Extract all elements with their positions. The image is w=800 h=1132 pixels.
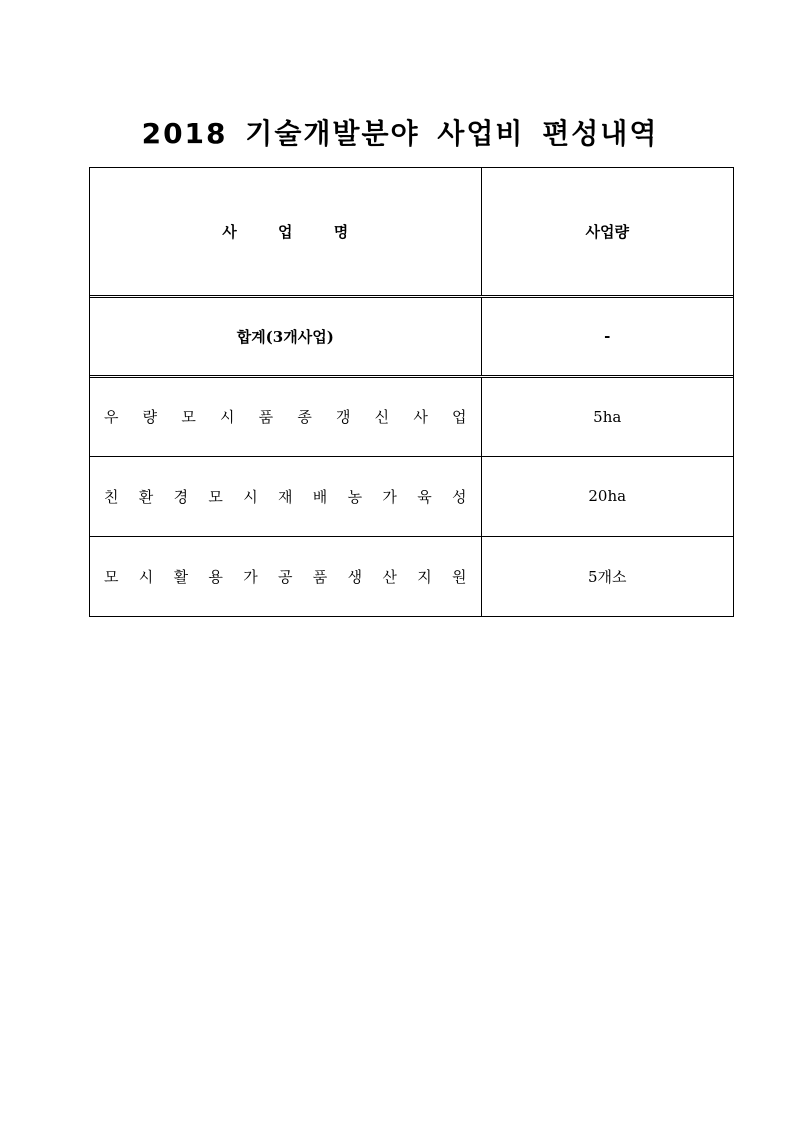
total-name-cell: 합계(3개사업)	[90, 296, 481, 376]
row-project-amount: 5개소	[481, 536, 733, 616]
row-project-amount: 5ha	[481, 376, 733, 456]
table-header-row	[90, 168, 733, 296]
row-project-name: 모 시 활 용 가 공 품 생 산 지 원	[90, 536, 481, 616]
header-project-name: 사 업 명	[90, 168, 481, 296]
document-title: 2018 기술개발분야 사업비 편성내역	[141, 117, 659, 150]
table-row	[90, 376, 733, 456]
budget-table-container	[89, 167, 734, 617]
table-row	[90, 456, 733, 536]
row-project-amount: 20ha	[481, 456, 733, 536]
budget-table	[90, 168, 733, 616]
table-total-row	[90, 296, 733, 376]
row-project-name: 우 량 모 시 품 종 갱 신 사 업	[90, 376, 481, 456]
header-project-amount: 사업량	[481, 168, 733, 296]
row-project-name: 친 환 경 모 시 재 배 농 가 육 성	[90, 456, 481, 536]
total-amount-cell: -	[481, 296, 733, 376]
table-row	[90, 536, 733, 616]
